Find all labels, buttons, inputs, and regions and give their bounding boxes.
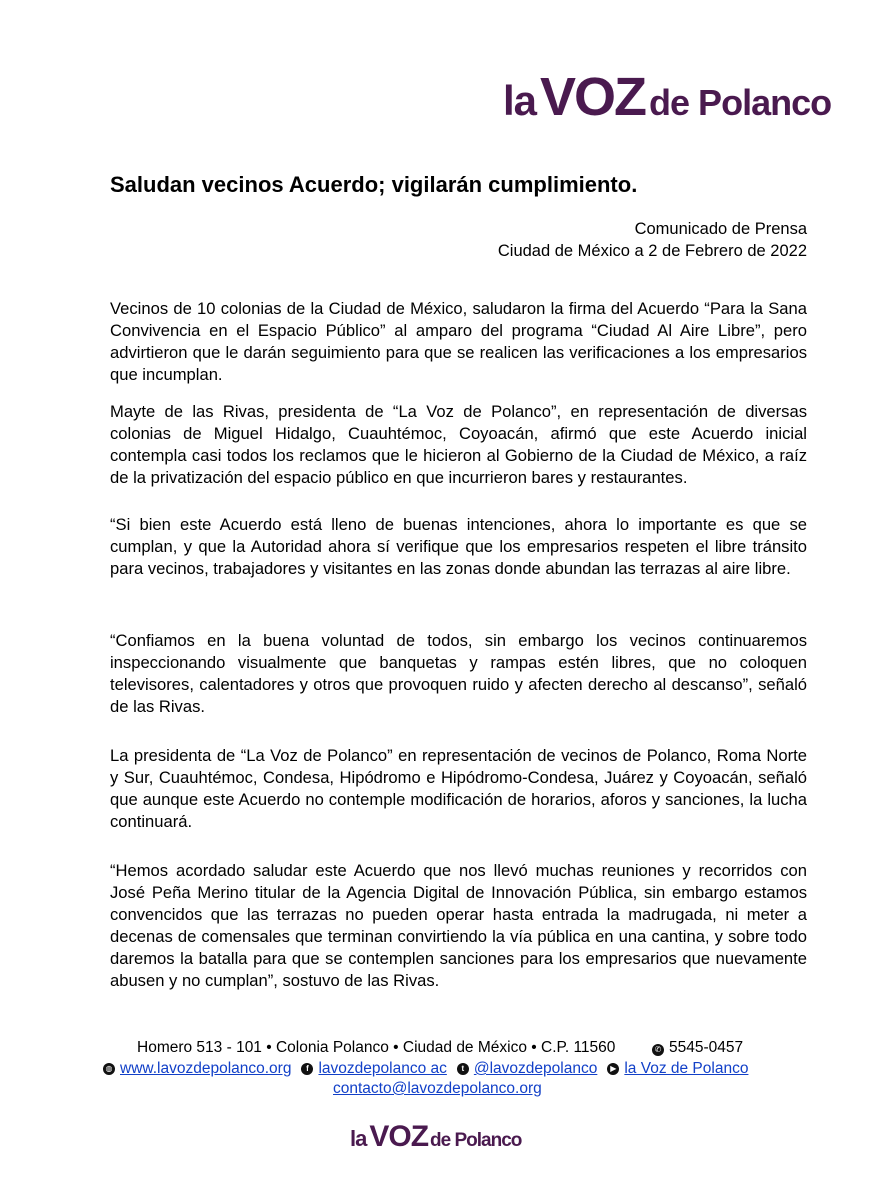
website-link[interactable]: www.lavozdepolanco.org: [120, 1060, 292, 1077]
paragraph-2: Mayte de las Rivas, presidenta de “La Voz de Polanco”, en representación de diversas colonias de Miguel Hidalgo, Cuauhtémoc, Coyoacán, afirmó que este Acuerdo inicial contempla casi todos los reclamos que le hicieron al Gobierno de la Ciudad de México, a raíz de la privatización del espacio público en que incurrieron bares y restaurantes.: [110, 402, 807, 487]
facebook-link[interactable]: lavozdepolanco ac: [318, 1060, 447, 1077]
release-type: Comunicado de Prensa: [634, 220, 807, 238]
paragraph-1: Vecinos de 10 colonias de la Ciudad de México, saludaron la firma del Acuerdo “Para la Sana Convivencia en el Espacio Público” al amparo del programa “Ciudad Al Aire Libre”, pero advirtieron que le darán seguimiento para que se realicen las verificaciones a los empresarios que incumplan.: [110, 299, 807, 384]
email-link[interactable]: contacto@lavozdepolanco.org: [333, 1080, 542, 1097]
youtube-item: [607, 1059, 748, 1079]
footer-address: Homero 513 - 101 • Colonia Polanco • Ciudad de México • C.P. 11560: [137, 1039, 616, 1056]
twitter-icon: t: [457, 1063, 469, 1075]
logo-voz: VOZ: [540, 67, 646, 127]
logo-de-polanco: de Polanco: [649, 82, 832, 123]
place-date: Ciudad de México a 2 de Febrero de 2022: [497, 242, 807, 260]
phone-number: 5545-0457: [669, 1039, 744, 1056]
logo-la: la: [503, 77, 537, 124]
headline: Saludan vecinos Acuerdo; vigilarán cumplimiento.: [110, 172, 638, 197]
whatsapp-icon: ✆: [652, 1044, 664, 1056]
footer-phone: [652, 1038, 743, 1058]
twitter-item: [457, 1059, 597, 1079]
brand-logo-top: [503, 66, 831, 128]
paragraph-3: “Si bien este Acuerdo está lleno de buenas intenciones, ahora lo importante es que se cumplan, y que la Autoridad ahora sí verifique que los empresarios respeten el libre tránsito para vecinos, trabajadores y visitantes en las zonas donde abundan las terrazas al aire libre.: [110, 515, 807, 578]
facebook-icon: f: [301, 1063, 313, 1075]
youtube-icon: ▶: [607, 1063, 619, 1075]
dateline: [498, 218, 807, 262]
globe-icon: ◍: [103, 1063, 115, 1075]
logo-la: la: [350, 1126, 367, 1151]
youtube-link[interactable]: la Voz de Polanco: [624, 1060, 749, 1077]
logo-voz: VOZ: [369, 1120, 429, 1153]
footer-links: [103, 1059, 758, 1079]
paragraph-6: “Hemos acordado saludar este Acuerdo que nos llevó muchas reuniones y recorridos con José Peña Merino titular de la Agencia Digital de Innovación Pública, sin embargo estamos convencidos que las terrazas no pueden operar hasta entrada la madrugada, ni meter a decenas de comensales que terminan convirtiendo la vía pública en una cantina, y sobre todo daremos la batalla para que se contemplen sanciones para los empresarios que nuevamente abusen y no cumplan”, sostuvo de las Rivas.: [110, 861, 807, 990]
website-item: [103, 1059, 291, 1079]
twitter-link[interactable]: @lavozdepolanco: [473, 1060, 598, 1077]
facebook-item: [301, 1059, 446, 1079]
paragraph-5: La presidenta de “La Voz de Polanco” en representación de vecinos de Polanco, Roma Norte y Sur, Cuauhtémoc, Condesa, Hipódromo e Hipódromo-Condesa, Juárez y Coyoacán, señaló que aunque este Acuerdo no contemple modificación de horarios, aforos y sanciones, la lucha continuará.: [110, 746, 807, 831]
brand-logo-bottom: [350, 1120, 521, 1154]
paragraph-4: “Confiamos en la buena voluntad de todos, sin embargo los vecinos continuaremos inspeccionando visualmente que banquetas y rampas estén libres, que no coloquen televisores, calentadores y otros que provoquen ruido y afecten derecho al descanso”, señaló de las Rivas.: [110, 631, 807, 716]
logo-de-polanco: de Polanco: [430, 1130, 522, 1151]
